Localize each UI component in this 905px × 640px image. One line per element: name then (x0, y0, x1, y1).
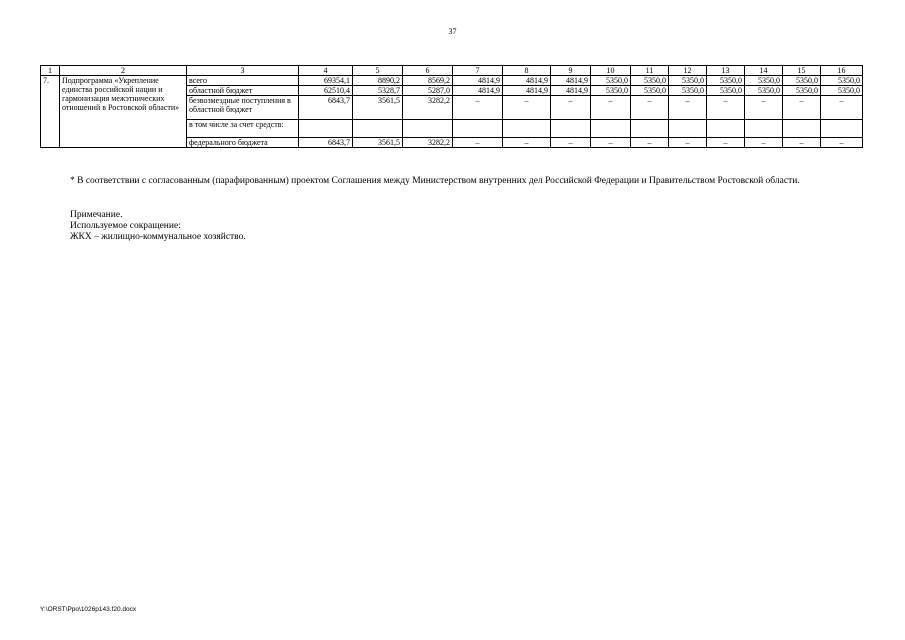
value-cell: – (453, 138, 503, 148)
value-cell (353, 120, 403, 138)
note-title: Примечание. (70, 210, 123, 220)
budget-table (40, 65, 863, 148)
value-cell: 4814,9 (503, 86, 551, 96)
header-cell: 6 (403, 66, 453, 76)
header-cell: 4 (299, 66, 353, 76)
value-cell: 5350,0 (821, 76, 863, 86)
value-cell: 5350,0 (631, 86, 669, 96)
value-cell: – (783, 96, 821, 120)
header-cell: 9 (551, 66, 591, 76)
note-abbr-intro: Используемое сокращение: (70, 221, 181, 231)
value-cell: 4814,9 (453, 76, 503, 86)
header-cell: 11 (631, 66, 669, 76)
value-cell: 4814,9 (453, 86, 503, 96)
value-cell: 3561,5 (353, 138, 403, 148)
value-cell (591, 120, 631, 138)
note-abbr: ЖКХ – жилищно-коммунальное хозяйство. (70, 232, 246, 242)
header-cell: 14 (745, 66, 783, 76)
table-row (41, 76, 863, 86)
footnote (40, 175, 862, 187)
value-cell: 4814,9 (551, 86, 591, 96)
funding-source-label: всего (187, 76, 299, 86)
value-cell: 4814,9 (551, 76, 591, 86)
header-cell: 2 (60, 66, 187, 76)
value-cell: 5328,7 (353, 86, 403, 96)
value-cell: – (631, 96, 669, 120)
funding-source-label: федерального бюджета (187, 138, 299, 148)
value-cell (821, 120, 863, 138)
value-cell (403, 120, 453, 138)
funding-source-label: безвозмездные поступления в областной бюджет (187, 96, 299, 120)
value-cell: – (631, 138, 669, 148)
header-cell: 12 (669, 66, 707, 76)
funding-source-label: областной бюджет (187, 86, 299, 96)
value-cell (669, 120, 707, 138)
value-cell (745, 120, 783, 138)
value-cell: – (453, 96, 503, 120)
value-cell: 4814,9 (503, 76, 551, 86)
header-cell: 10 (591, 66, 631, 76)
program-index: 7. (41, 76, 60, 148)
value-cell (783, 120, 821, 138)
value-cell: 5350,0 (783, 86, 821, 96)
value-cell: 3282,2 (403, 138, 453, 148)
value-cell: 5350,0 (631, 76, 669, 86)
value-cell: 5350,0 (707, 76, 745, 86)
value-cell: 62510,4 (299, 86, 353, 96)
footnote-text: * В соответствии с согласованным (парафированным) проектом Соглашения между Министерством внутренних дел Российской Федерации и Правительством Ростовской области. (70, 176, 800, 186)
value-cell: – (669, 138, 707, 148)
value-cell: 5350,0 (591, 86, 631, 96)
value-cell: – (503, 138, 551, 148)
value-cell: – (707, 138, 745, 148)
note-block (70, 210, 670, 243)
value-cell: – (669, 96, 707, 120)
value-cell: 5350,0 (821, 86, 863, 96)
value-cell: – (821, 138, 863, 148)
header-cell: 3 (187, 66, 299, 76)
header-cell: 15 (783, 66, 821, 76)
page-number: 37 (448, 27, 457, 36)
value-cell: 5350,0 (669, 86, 707, 96)
value-cell: – (551, 138, 591, 148)
header-cell: 13 (707, 66, 745, 76)
value-cell (551, 120, 591, 138)
program-name: Подпрограмма «Укрепление единства российской нации и гармонизация межэтнических отношений в Ростовской области» (60, 76, 187, 148)
value-cell: 3561,5 (353, 96, 403, 120)
value-cell: 8569,2 (403, 76, 453, 86)
value-cell: 6843,7 (299, 96, 353, 120)
header-cell: 1 (41, 66, 60, 76)
value-cell: – (745, 96, 783, 120)
header-cell: 7 (453, 66, 503, 76)
value-cell: 5350,0 (669, 76, 707, 86)
value-cell (299, 120, 353, 138)
value-cell (503, 120, 551, 138)
value-cell: 5350,0 (745, 76, 783, 86)
value-cell: 5350,0 (707, 86, 745, 96)
value-cell: – (503, 96, 551, 120)
value-cell: 5287,0 (403, 86, 453, 96)
value-cell: – (783, 138, 821, 148)
value-cell: 3282,2 (403, 96, 453, 120)
value-cell: 69354,1 (299, 76, 353, 86)
value-cell: 5350,0 (745, 86, 783, 96)
header-row (41, 66, 863, 76)
value-cell: 5350,0 (591, 76, 631, 86)
value-cell: – (707, 96, 745, 120)
value-cell: – (745, 138, 783, 148)
value-cell (707, 120, 745, 138)
value-cell: – (591, 96, 631, 120)
value-cell (453, 120, 503, 138)
header-cell: 8 (503, 66, 551, 76)
file-path: Y:\ORST\Ppo\1026p143.f20.docx (40, 606, 137, 613)
value-cell: – (821, 96, 863, 120)
value-cell: 5350,0 (783, 76, 821, 86)
value-cell: 8890,2 (353, 76, 403, 86)
value-cell (631, 120, 669, 138)
value-cell: 6843,7 (299, 138, 353, 148)
value-cell: – (591, 138, 631, 148)
header-cell: 5 (353, 66, 403, 76)
header-cell: 16 (821, 66, 863, 76)
value-cell: – (551, 96, 591, 120)
funding-source-label: в том числе за счет средств: (187, 120, 299, 138)
